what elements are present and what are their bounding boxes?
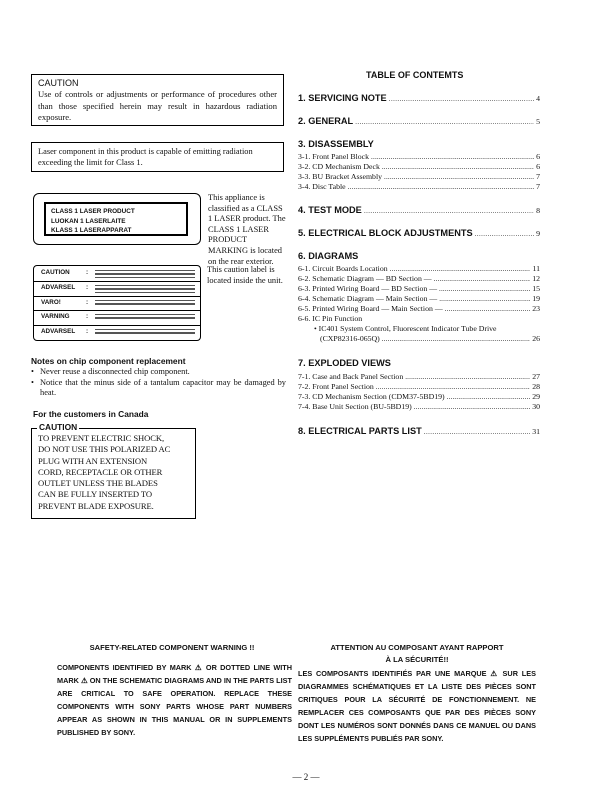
toc-entry <box>320 334 540 345</box>
list-item: • Notice that the minus side of a tantalum capacitor may be damaged by heat. <box>31 378 286 399</box>
toc-page: 15 <box>532 284 540 293</box>
toc-page: 4 <box>536 94 540 103</box>
toc-entry-label: 6-1. Circuit Boards Location <box>298 264 388 273</box>
caution-title: CAUTION <box>38 78 79 88</box>
toc-section-label: 6. DIAGRAMS <box>298 251 359 261</box>
toc-entry <box>298 182 540 193</box>
page-number: — 2 — <box>292 772 320 782</box>
caution-label-key: VARNING <box>41 313 70 320</box>
caution-label-row: CAUTION : <box>38 268 198 281</box>
canada-line: OUTLET UNLESS THE BLADES <box>38 478 158 489</box>
caution-label-key: ADVARSEL <box>41 284 76 291</box>
toc-entry-label: 7-2. Front Panel Section <box>298 382 374 391</box>
toc-page: 31 <box>532 427 540 436</box>
toc-page: 19 <box>532 294 540 303</box>
toc-entry-label: 7-1. Case and Back Panel Section <box>298 372 404 381</box>
toc-page: 30 <box>532 402 540 411</box>
canada-line: PREVENT BLADE EXPOSURE. <box>38 500 154 511</box>
toc-entry-label: 6-5. Printed Wiring Board — Main Section — <box>298 304 443 313</box>
toc-page: 6 <box>536 152 540 161</box>
toc-section <box>298 93 540 103</box>
toc-page: 28 <box>532 382 540 391</box>
caution-label-row: VARNING : <box>38 312 198 325</box>
toc-section-label: 2. GENERAL <box>298 116 354 126</box>
class1-laser-label-inner <box>44 202 188 236</box>
canada-line: CORD, RECEPTACLE OR OTHER <box>38 466 163 477</box>
safety-fr-title: ATTENTION AU COMPOSANT AYANT RAPPORT <box>330 643 504 652</box>
toc-page: 23 <box>532 304 540 313</box>
toc-entry-label: 3-1. Front Panel Block <box>298 152 370 161</box>
safety-fr-title2: À LA SÉCURITÉ!! <box>385 655 449 664</box>
toc-entry-label: 6-3. Printed Wiring Board — BD Section — <box>298 284 438 293</box>
caution-label-description: This caution label is located inside the unit. <box>207 265 283 285</box>
toc-entry <box>298 402 540 413</box>
caution-label-key: ADVARSEL <box>41 328 76 335</box>
canada-line: CAN BE FULLY INSERTED TO <box>38 489 152 500</box>
canada-caution-title: CAUTION <box>39 422 78 432</box>
toc-entry-label: 6-6. IC Pin Function <box>298 314 363 323</box>
toc-section <box>298 228 540 238</box>
toc-page: 5 <box>536 117 540 126</box>
toc-entry-label: 3-4. Disc Table <box>298 182 346 191</box>
toc-page: 7 <box>536 172 540 181</box>
toc-entry-label: 3-3. BU Bracket Assembly <box>298 172 383 181</box>
caution-label-row: ADVARSEL : <box>38 283 198 296</box>
toc-section-label: 5. ELECTRICAL BLOCK ADJUSTMENTS <box>298 228 473 238</box>
safety-fr-text: LES COMPOSANTS IDENTIFIÉS PAR UNE MARQUE ⚠ SUR LES DIAGRAMMES SCHÉMATIQUES ET LA LISTE DES PIÈCES SONT CRITIQUES POUR LA SÉCURITÉ DE FONCTIONNEMENT. NE REMPLACER CES COMPOSANTS QUE PAR DES PIÈCES SONY DONT LES NUMÉROS SONT DONNÉS DANS CE MANUEL OU DANS LES SUPPLÉMENTS PUBLIÉS PAR SONY. <box>298 669 536 743</box>
toc-section-label: 4. TEST MODE <box>298 205 362 215</box>
class-label-line: KLASS 1 LASERAPPARAT <box>51 227 132 234</box>
class-label-line: CLASS 1 LASER PRODUCT <box>51 208 135 215</box>
toc-page: 7 <box>536 182 540 191</box>
toc-section <box>298 116 540 126</box>
class-label-line: LUOKAN 1 LASERLAITE <box>51 217 126 225</box>
toc-entry-label: 7-4. Base Unit Section (BU-5BD19) <box>298 402 412 411</box>
caution-label-key: VARO! <box>41 299 61 306</box>
canada-line: TO PREVENT ELECTRIC SHOCK, <box>38 433 164 443</box>
laser-notice-text: Laser component in this product is capable of emitting radiation exceeding the limit for Class 1. <box>38 147 253 167</box>
toc-section-label: 7. EXPLODED VIEWS <box>298 358 391 368</box>
toc-page: 12 <box>532 274 540 283</box>
toc-page: 9 <box>536 229 540 238</box>
toc-entry-label: (CXP82316-065Q) <box>320 334 380 343</box>
toc-page: 29 <box>532 392 540 401</box>
toc-page: 8 <box>536 206 540 215</box>
caution-box <box>31 74 284 126</box>
toc-section <box>298 426 540 436</box>
toc-entry-label: 6-4. Schematic Diagram — Main Section — <box>298 294 438 303</box>
canada-caution-box <box>31 428 196 519</box>
toc-entry-label: 7-3. CD Mechanism Section (CDM37-5BD19) <box>298 392 445 401</box>
canada-line: DO NOT USE THIS POLARIZED AC <box>38 444 171 455</box>
toc-page: 6 <box>536 162 540 171</box>
list-item: • Never reuse a disconnected chip component. <box>31 367 286 378</box>
toc-section-label: 3. DISASSEMBLY <box>298 139 374 149</box>
toc-title: TABLE OF CONTEMTS <box>366 70 464 80</box>
caution-text: Use of controls or adjustments or performance of procedures other than those specified herein may result in hazardous radiation exposure. <box>38 89 277 122</box>
safety-en-title: SAFETY-RELATED COMPONENT WARNING !! <box>89 643 255 652</box>
canada-title: For the customers in Canada <box>33 409 149 419</box>
toc-section <box>298 205 540 215</box>
toc-page: 27 <box>532 372 540 381</box>
notes-title: Notes on chip component replacement <box>31 356 186 366</box>
toc-entry-label: 3-2. CD Mechanism Deck <box>298 162 380 171</box>
caution-label-row: VARO! : <box>38 298 198 311</box>
class-label-description: This appliance is classified as a CLASS 1 LASER product. The CLASS 1 LASER PRODUCT MARKING is located on the rear exterior. <box>208 193 286 266</box>
toc-section-label: 8. ELECTRICAL PARTS LIST <box>298 426 422 436</box>
laser-notice-box <box>31 142 284 172</box>
class1-laser-label <box>33 193 201 245</box>
toc-entry-label: 6-2. Schematic Diagram — BD Section — <box>298 274 432 283</box>
canada-line: PLUG WITH AN EXTENSION <box>38 455 148 466</box>
toc-entry-label: • IC401 System Control, Fluorescent Indicator Tube Drive <box>314 324 497 333</box>
toc-page: 26 <box>532 334 540 343</box>
caution-label-row: ADVARSEL : <box>38 327 198 340</box>
caution-label-graphic <box>33 265 201 341</box>
caution-label-key: CAUTION <box>41 269 70 276</box>
toc-page: 11 <box>532 264 540 273</box>
toc-section-label: 1. SERVICING NOTE <box>298 93 387 103</box>
safety-en-text: COMPONENTS IDENTIFIED BY MARK ⚠ OR DOTTED LINE WITH MARK ⚠ ON THE SCHEMATIC DIAGRAMS AND IN THE PARTS LIST ARE CRITICAL TO SAFE OPERATION. REPLACE THESE COMPONENTS WITH SONY PARTS WHOSE PART NUMBERS APPEAR AS SHOWN IN THIS MANUAL OR IN SUPPLEMENTS PUBLISHED BY SONY. <box>57 663 292 737</box>
notes-list <box>31 367 286 399</box>
